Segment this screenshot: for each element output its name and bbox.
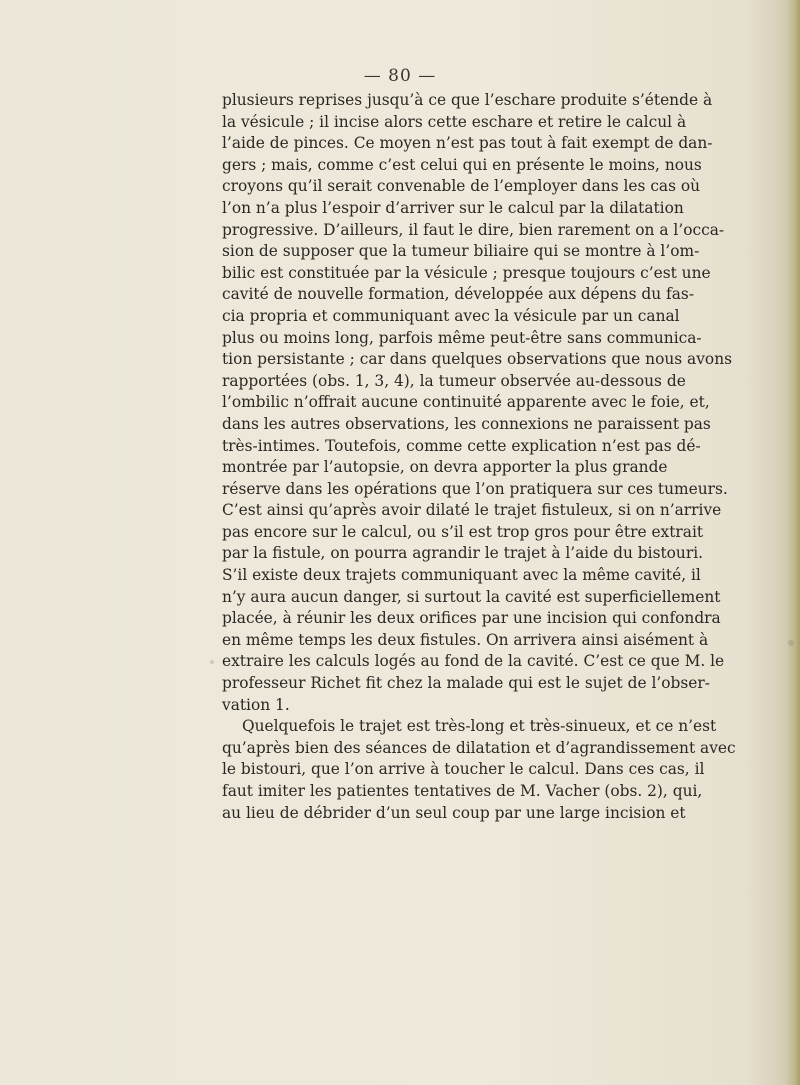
paper-spot bbox=[210, 660, 214, 664]
text-line: n’y aura aucun danger, si surtout la cavité est superficiellement bbox=[222, 587, 721, 606]
text-line: C’est ainsi qu’après avoir dilaté le trajet fistuleux, si on n’arrive bbox=[222, 501, 722, 520]
text-line: qu’après bien des séances de dilatation et d’agrandissement avec bbox=[222, 738, 736, 757]
text-line: réserve dans les opérations que l’on pratiquera sur ces tumeurs. bbox=[222, 479, 728, 498]
text-line: en même temps les deux fistules. On arrivera ainsi aisément à bbox=[222, 630, 709, 649]
text-line: bilic est constituée par la vésicule ; presque toujours c’est une bbox=[222, 263, 711, 282]
paper-spot bbox=[788, 640, 794, 646]
text-line: faut imiter les patientes tentatives de M. Vacher (obs. 2), qui, bbox=[222, 782, 703, 800]
body-text bbox=[222, 90, 736, 824]
text-line: progressive. D’ailleurs, il faut le dire, bien rarement on a l’occa- bbox=[222, 220, 725, 239]
text-line: professeur Richet fit chez la malade qui est le sujet de l’obser- bbox=[222, 674, 710, 693]
text-line: cavité de nouvelle formation, développée aux dépens du fas- bbox=[222, 285, 695, 304]
text-line: sion de supposer que la tumeur biliaire qui se montre à l’om- bbox=[222, 242, 700, 261]
text-line: pas encore sur le calcul, ou s’il est trop gros pour être extrait bbox=[222, 522, 704, 541]
text-line: extraire les calculs logés au fond de la cavité. C’est ce que M. le bbox=[222, 652, 725, 671]
text-line: croyons qu’il serait convenable de l’employer dans les cas où bbox=[222, 177, 701, 196]
text-line: montrée par l’autopsie, on devra apporter la plus grande bbox=[222, 458, 668, 477]
text-line: l’ombilic n’offrait aucune continuité apparente avec le foie, et, bbox=[222, 393, 710, 412]
text-line: l’aide de pinces. Ce moyen n’est pas tout à fait exempt de dan- bbox=[222, 134, 713, 153]
text-line: tion persistante ; car dans quelques observations que nous avons bbox=[222, 350, 733, 369]
text-line: la vésicule ; il incise alors cette eschare et retire le calcul à bbox=[222, 112, 687, 131]
text-line: par la fistule, on pourra agrandir le trajet à l’aide du bistouri. bbox=[222, 544, 704, 563]
text-line: l’on n’a plus l’espoir d’arriver sur le calcul par la dilatation bbox=[222, 198, 684, 217]
text-line: au lieu de débrider d’un seul coup par une large incision et bbox=[222, 803, 686, 822]
text-line: plus ou moins long, parfois même peut-être sans communica- bbox=[222, 328, 702, 347]
text-line: gers ; mais, comme c’est celui qui en présente le moins, nous bbox=[222, 155, 702, 174]
text-line: le bistouri, que l’on arrive à toucher le calcul. Dans ces cas, il bbox=[222, 760, 705, 779]
text-line: plusieurs reprises jusqu’à ce que l’eschare produite s’étende à bbox=[222, 91, 713, 109]
text-line: très-intimes. Toutefois, comme cette explication n’est pas dé- bbox=[222, 436, 701, 455]
text-line: dans les autres observations, les connexions ne paraissent pas bbox=[222, 414, 711, 433]
text-line: vation 1. bbox=[222, 695, 290, 714]
text-line: placée, à réunir les deux orifices par une incision qui confondra bbox=[222, 609, 721, 628]
text-line: rapportées (obs. 1, 3, 4), la tumeur observée au-dessous de bbox=[222, 371, 686, 390]
page-number: — 80 — bbox=[363, 66, 437, 86]
text-line: S’il existe deux trajets communiquant avec la même cavité, il bbox=[222, 566, 701, 585]
page-edge-shadow bbox=[786, 0, 800, 1085]
text-line: Quelquefois le trajet est très-long et très-sinueux, et ce n’est bbox=[242, 717, 717, 736]
text-line: cia propria et communiquant avec la vésicule par un canal bbox=[222, 306, 680, 325]
